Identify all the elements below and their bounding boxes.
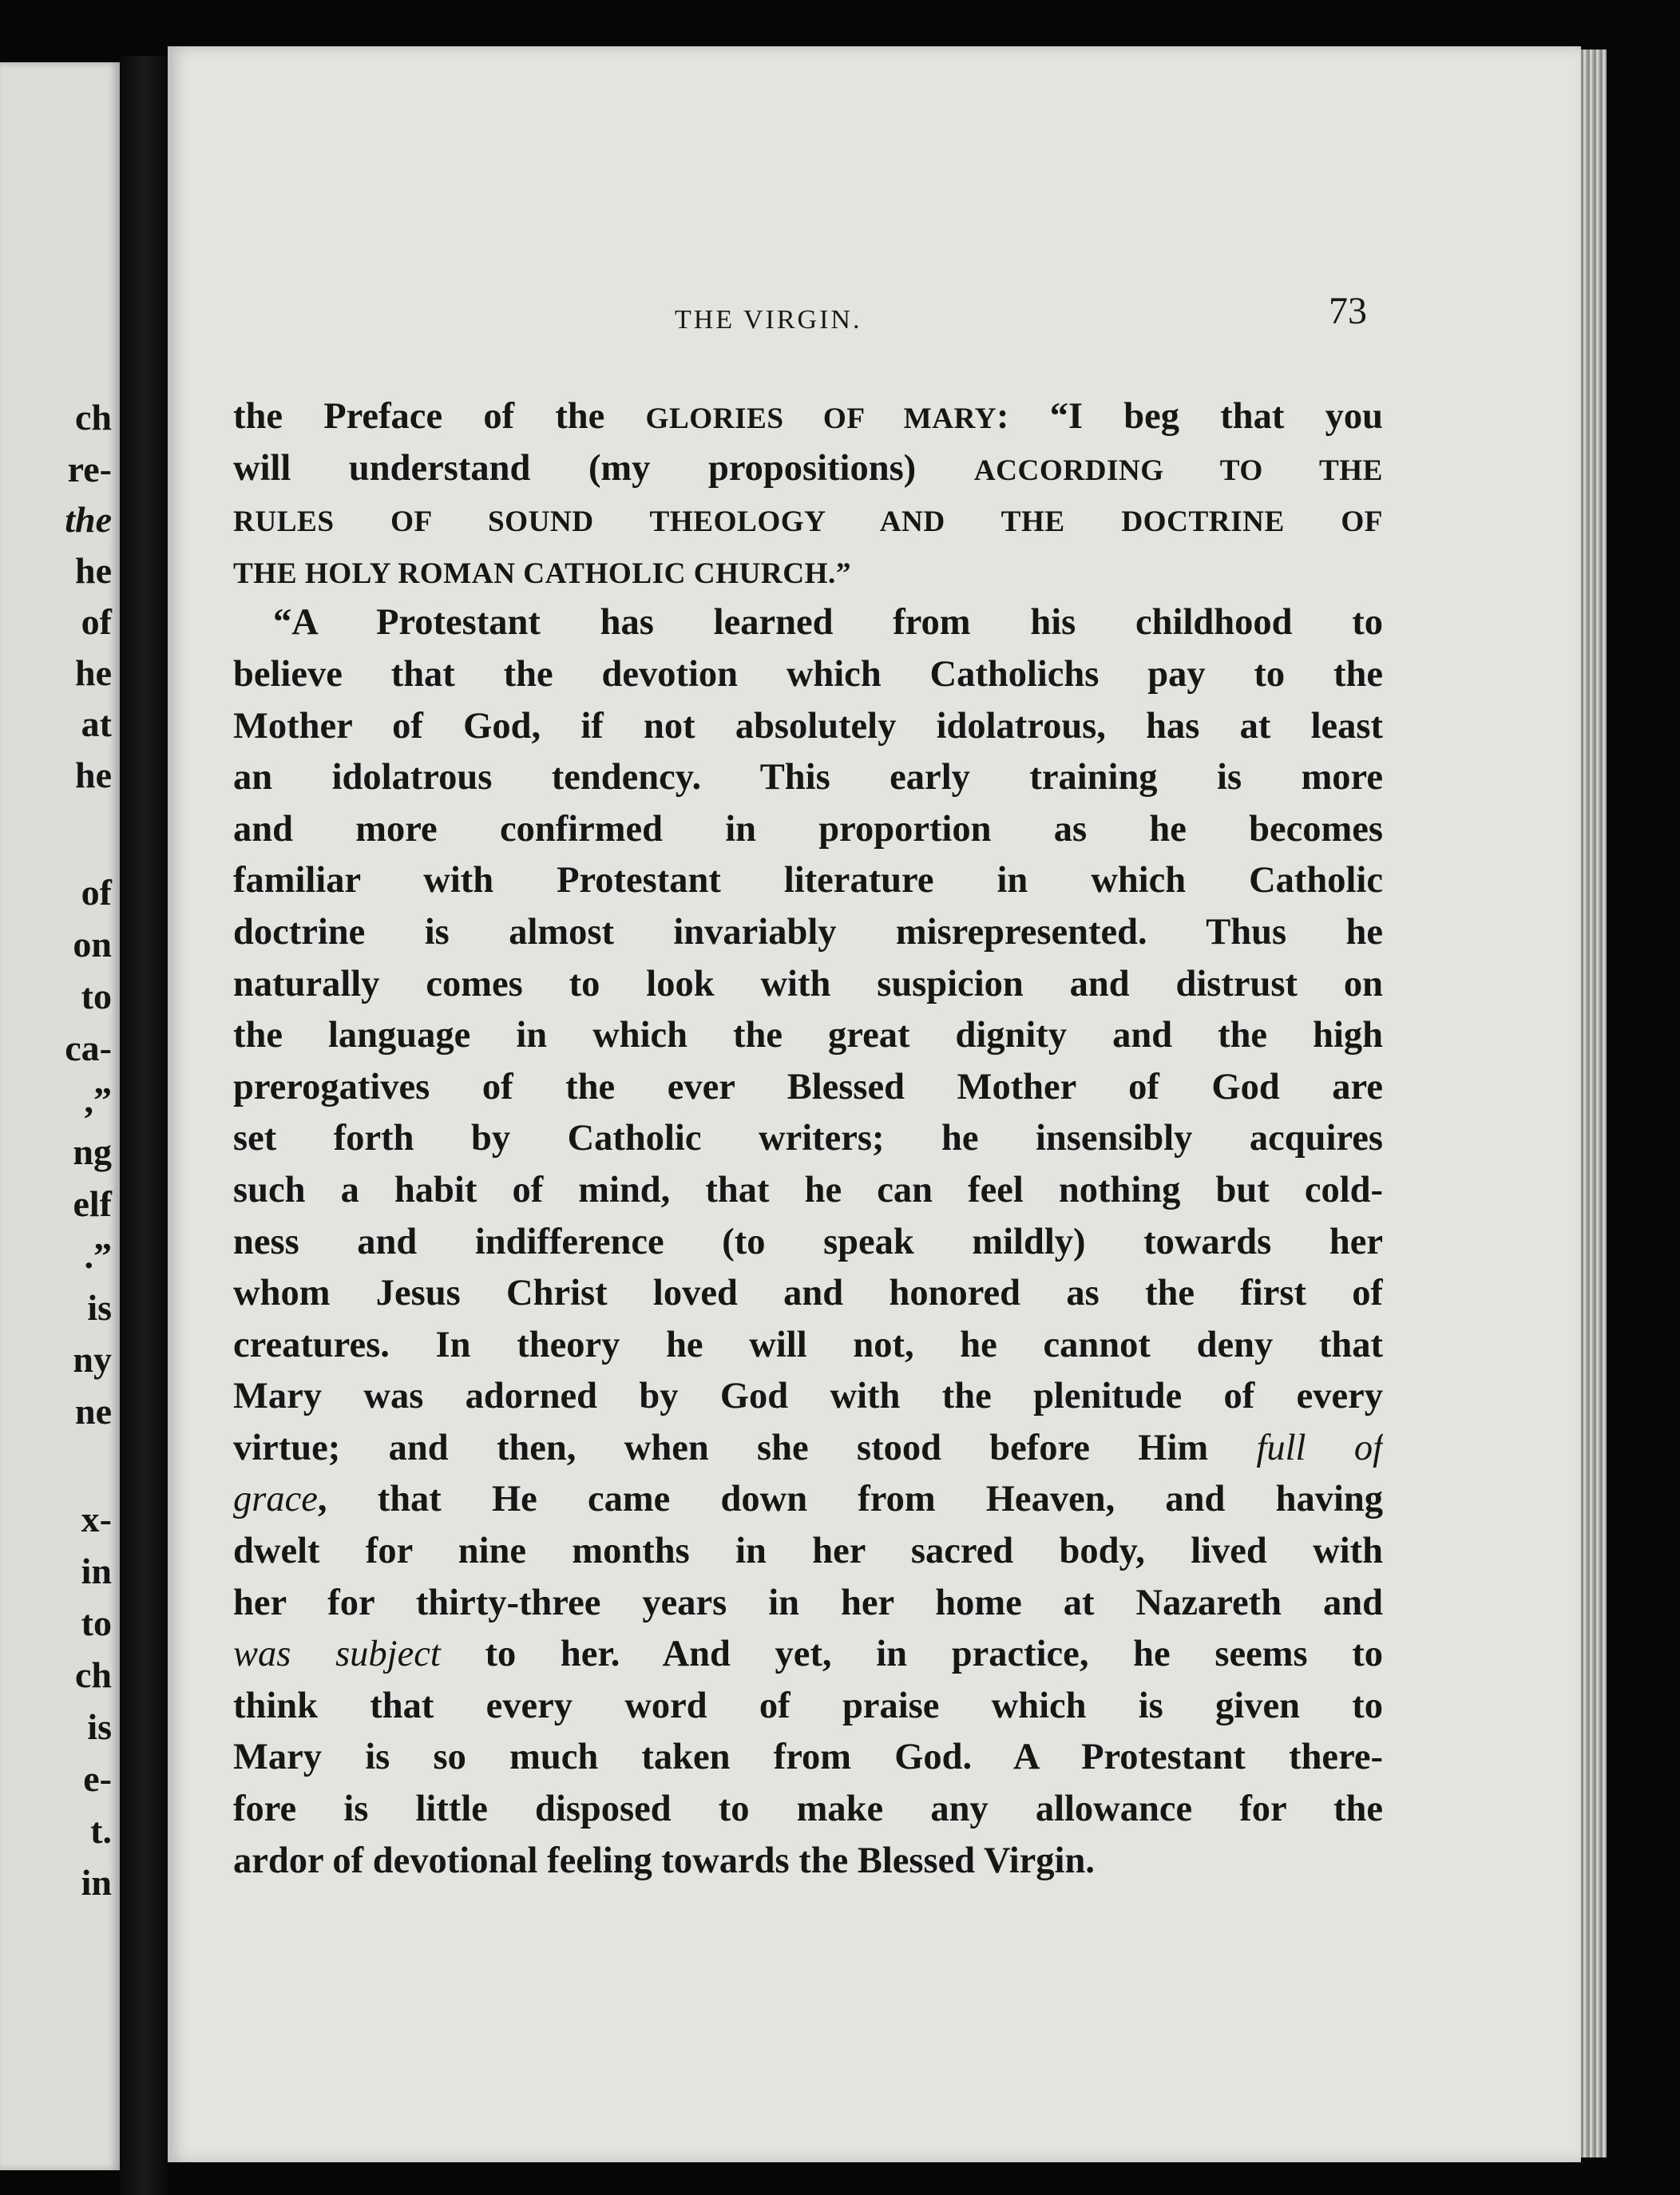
text-line: and more confirmed in proportion as he becomes (233, 808, 1383, 850)
text-line: “A Protestant has learned from his childhood to (273, 602, 1383, 644)
text-line: Mary is so much taken from God. A Protestant there- (233, 1737, 1383, 1778)
body-text (233, 391, 1383, 1887)
fragment: ch (75, 397, 112, 438)
italic-phrase: full of (1256, 1427, 1383, 1468)
text-line: the language in which the great dignity and the high (233, 1015, 1383, 1056)
fragment: is (87, 1706, 112, 1747)
text-line: ness and indifference (to speak mildly) towards her (233, 1221, 1383, 1262)
fragment: to (81, 976, 112, 1016)
text-line: set forth by Catholic writers; he insensibly acquires (233, 1118, 1383, 1159)
fragment: in (81, 1551, 112, 1591)
fragment: ny (73, 1339, 112, 1380)
text-line: doctrine is almost invariably misrepresented. Thus he (233, 911, 1383, 953)
running-title: THE VIRGIN. (675, 305, 862, 335)
fragment: he (75, 652, 112, 693)
fragment: ch (75, 1654, 112, 1695)
fragment: to (81, 1603, 112, 1643)
text-line: her for thirty-three years in her home at Nazareth and (233, 1582, 1383, 1623)
fragment: he (75, 550, 112, 591)
text-line: naturally comes to look with suspicion and distrust on (233, 963, 1383, 1004)
fragment: of (81, 601, 112, 642)
text-line: creatures. In theory he will not, he cannot deny that (233, 1324, 1383, 1365)
fragment: he (75, 755, 112, 795)
text-line: grace, that He came down from Heaven, and having (233, 1479, 1383, 1520)
text-line: an idolatrous tendency. This early training is more (233, 757, 1383, 798)
text-line: dwelt for nine months in her sacred body, lived with (233, 1531, 1383, 1572)
text-line: RULES OF SOUND THEOLOGY AND THE DOCTRINE OF (233, 505, 1383, 539)
fragment: ne (75, 1391, 112, 1432)
text-line: ardor of devotional feeling towards the Blessed Virgin. (233, 1840, 1095, 1881)
fragment: ng (73, 1131, 112, 1172)
text-line: the Preface of the GLORIES OF MARY: “I beg that you (233, 396, 1383, 437)
text-line: believe that the devotion which Catholichs pay to the (233, 653, 1383, 695)
text-line: such a habit of mind, that he can feel nothing but cold- (233, 1169, 1383, 1210)
fragment: elf (73, 1183, 112, 1224)
fragment: ,” (84, 1080, 112, 1120)
text-line: Mother of God, if not absolutely idolatrous, has at least (233, 705, 1383, 747)
fragment: is (87, 1287, 112, 1328)
text-line: familiar with Protestant literature in which Catholic (233, 860, 1383, 901)
fragment: x- (81, 1499, 112, 1539)
paragraph-2 (233, 597, 1383, 1887)
text-line: THE HOLY ROMAN CATHOLIC CHURCH.” (233, 557, 851, 590)
fragment: .” (84, 1235, 112, 1276)
italic-phrase: grace (233, 1479, 318, 1520)
text-line: Mary was adorned by God with the plenitude of every (233, 1376, 1383, 1417)
text-line: will understand (my propositions) ACCORDING TO THE (233, 447, 1383, 489)
fragment: t. (90, 1810, 112, 1851)
fragment: on (73, 924, 112, 965)
fragment: e- (83, 1758, 112, 1799)
paragraph-1 (233, 391, 1383, 597)
fragment: at (81, 703, 112, 744)
fragment: in (81, 1862, 112, 1903)
fragment: re- (67, 449, 112, 489)
fragment: the (65, 499, 112, 540)
fragment: of (81, 872, 112, 913)
text-line: whom Jesus Christ loved and honored as the first of (233, 1273, 1383, 1314)
book-title: GLORIES OF MARY (645, 402, 997, 435)
fragment: ca- (65, 1028, 112, 1068)
page-number: 73 (1329, 290, 1367, 332)
text-line: fore is little disposed to make any allowance for the (233, 1789, 1383, 1830)
text-line: think that every word of praise which is given to (233, 1685, 1383, 1726)
italic-phrase: was subject (233, 1634, 441, 1675)
page-edges (1581, 50, 1607, 2157)
text-line: prerogatives of the ever Blessed Mother of God are (233, 1066, 1383, 1107)
text-line: virtue; and then, when she stood before Him full of (233, 1427, 1383, 1468)
text-line: was subject to her. And yet, in practice, he seems to (233, 1634, 1383, 1675)
book-gutter (120, 56, 168, 2195)
